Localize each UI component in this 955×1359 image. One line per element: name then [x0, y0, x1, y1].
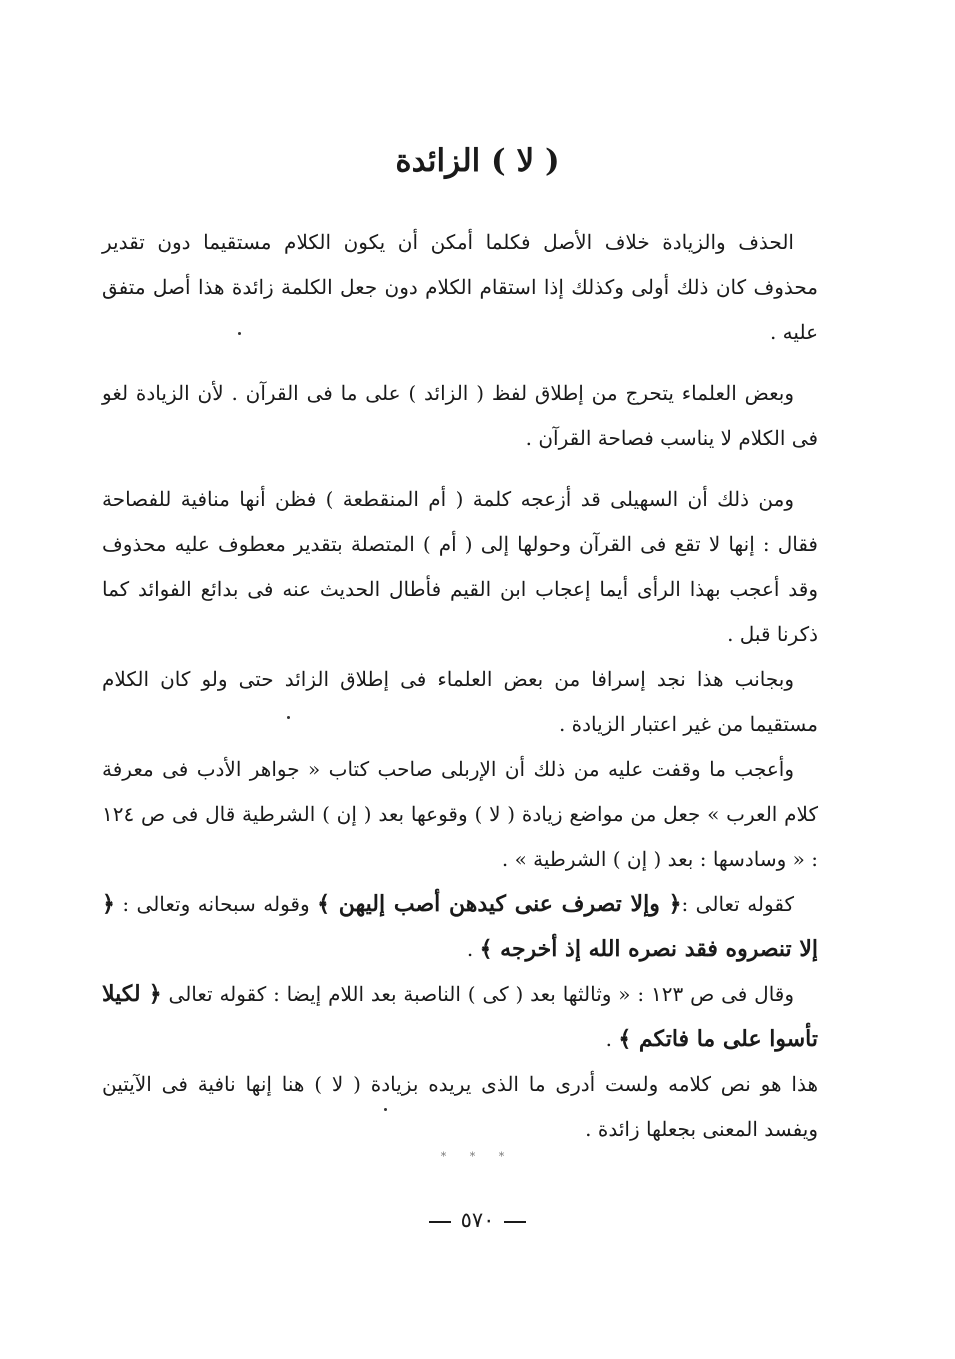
- page-number-dash-right: [504, 1221, 526, 1223]
- paragraph-6: [102, 882, 818, 972]
- scan-speck: [287, 716, 290, 719]
- paragraph-4: وبجانب هذا نجد إسرافا من بعض العلماء فى إطلاق الزائد حتى ولو كان الكلام مستقيما من غير اعتبار الزيادة .: [102, 667, 818, 736]
- scan-speck: [384, 1108, 387, 1111]
- quran-verse-2: ﴿ إلا تنصروه فقد نصره الله إذ أخرجه ﴾: [102, 891, 818, 962]
- paragraph-1: الحذف والزيادة خلاف الأصل فكلما أمكن أن يكون الكلام مستقيما دون تقدير محذوف كان ذلك أولى وكذلك إذا استقام الكلام دون جعل الكلمة زائدة هذا أصل متفق عليه .: [102, 230, 818, 344]
- paragraph-3: ومن ذلك أن السهيلى قد أزعجه كلمة ( أم المنقطعة ) فظن أنها منافية للفصاحة فقال : إنها لا تقع فى القرآن وحولها إلى ( أم ) المتصلة بتقدير معطوف عليه محذوف وقد أعجب بهذا الرأى أيما إعجاب ابن القيم فأطال الحديث عنه فى بدائع الفوائد كما ذكرنا قبل .: [102, 487, 819, 646]
- page-number-dash-left: [429, 1221, 451, 1223]
- page-number-value: ٥٧٠: [460, 1208, 495, 1232]
- paragraph-2: وبعض العلماء يتحرج من إطلاق لفظ ( الزائد ) على ما فى القرآن . لأن الزيادة لغو فى الكلام لا يناسب فصاحة القرآن .: [102, 381, 818, 450]
- paragraph-6-tail: .: [466, 937, 480, 961]
- quran-verse-3: ﴿ لكيلا تأسوا على ما فاتكم ﴾: [102, 981, 818, 1052]
- section-separator: * * *: [440, 1150, 515, 1163]
- page-number: [0, 1208, 955, 1232]
- paragraph-7: [102, 972, 818, 1062]
- quran-verse-1: ﴿ وإلا تصرف عنى كيدهن أصب إليهن ﴾: [317, 891, 682, 917]
- paragraph-7-lead: وقال فى ص ١٢٣ : « وثالثها بعد ( كى ) الناصبة بعد اللام إيضا : كقوله تعالى: [161, 982, 795, 1006]
- paragraph-6-mid: وقوله سبحانه وتعالى :: [114, 892, 318, 916]
- page-title: ( لا ) الزائدة: [395, 143, 560, 179]
- paragraph-7-tail: .: [605, 1027, 619, 1051]
- paragraph-8: هذا هو نص كلامه ولست أدرى ما الذى يريده بزيادة ( لا ) هنا إنها نافية فى الآيتين ويفسد المعنى بجعلها زائدة .: [102, 1072, 818, 1141]
- body-text: [102, 220, 818, 1152]
- paragraph-5: وأعجب ما وقفت عليه من ذلك أن الإربلى صاحب كتاب « جواهر الأدب فى معرفة كلام العرب » جعل من مواضع زيادة ( لا ) وقوعها بعد ( إن ) الشرطية قال فى ص ١٢٤ : « وسادسها : بعد ( إن ) الشرطية » .: [102, 757, 818, 871]
- scan-speck: [238, 332, 241, 335]
- paragraph-6-lead: كقوله تعالى :: [681, 892, 794, 916]
